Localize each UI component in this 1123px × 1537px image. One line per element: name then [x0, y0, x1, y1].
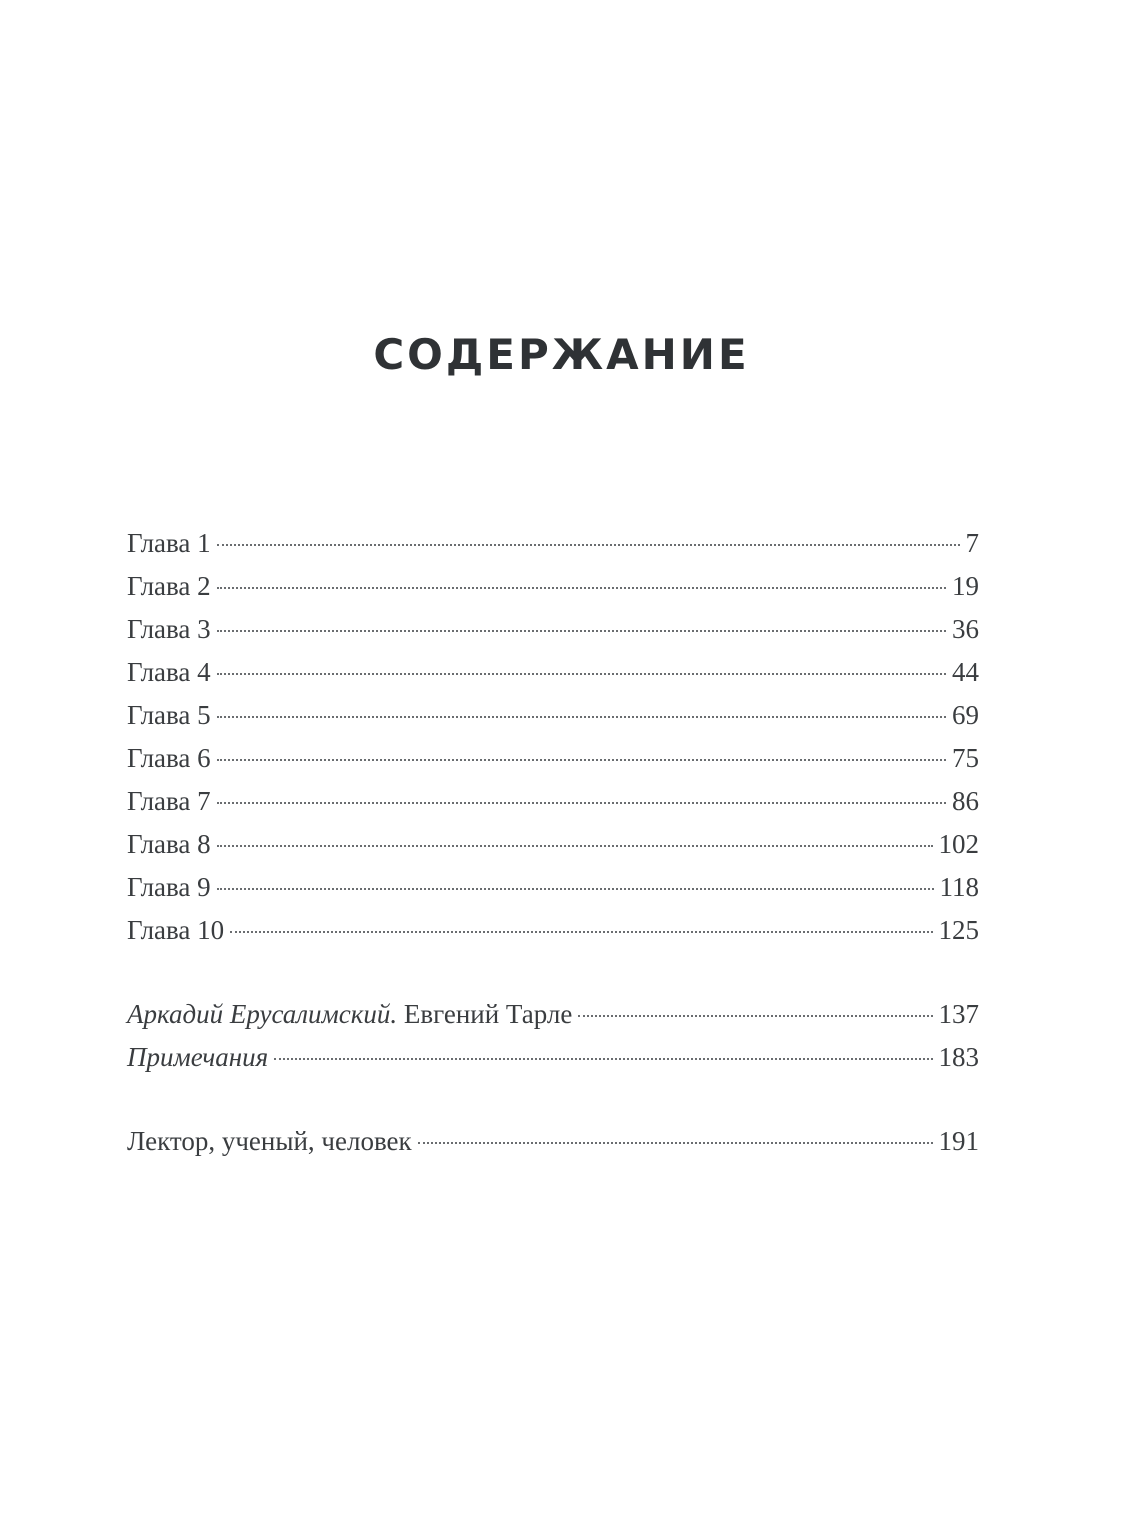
toc-entry-page: 19 [952, 571, 979, 601]
dot-leader [274, 1058, 932, 1060]
toc-entry[interactable] [127, 651, 979, 694]
toc-entry-page: 137 [938, 999, 979, 1029]
page-title: СОДЕРЖАНИЕ [373, 330, 750, 379]
dot-leader [578, 1015, 932, 1017]
toc-entry-label: Глава 9 [127, 872, 211, 902]
toc-entry-title: Евгений Тарле [403, 999, 573, 1029]
toc-entry-label [127, 993, 572, 1036]
toc-entry-page: 183 [938, 1042, 979, 1072]
toc-entry-page: 86 [952, 786, 979, 816]
toc-entry-label: Глава 6 [127, 743, 211, 773]
toc-entry[interactable] [127, 522, 979, 565]
toc-entry-label: Глава 8 [127, 829, 211, 859]
dot-leader [217, 544, 960, 546]
toc-appendix [127, 993, 979, 1079]
toc-entry[interactable] [127, 737, 979, 780]
toc-entry-afterword[interactable] [127, 1120, 979, 1163]
toc-entry-label: Глава 1 [127, 528, 211, 558]
toc-entry-label: Глава 4 [127, 657, 211, 687]
toc-entry[interactable] [127, 565, 979, 608]
dot-leader [217, 673, 946, 675]
toc-entry[interactable] [127, 866, 979, 909]
toc-entry-title: Примечания [127, 1042, 269, 1072]
toc-entry-page: 75 [952, 743, 979, 773]
toc-entry-label: Глава 2 [127, 571, 211, 601]
dot-leader [217, 759, 946, 761]
toc-entry-label: Глава 10 [127, 915, 225, 945]
toc-entry[interactable] [127, 909, 979, 952]
toc-entry-page: 191 [938, 1126, 979, 1156]
toc-entry-page: 36 [952, 614, 979, 644]
dot-leader [418, 1142, 933, 1144]
dot-leader [217, 845, 933, 847]
dot-leader [217, 587, 946, 589]
toc-entry-label: Лектор, ученый, человек [127, 1126, 412, 1156]
toc-entry-notes[interactable] [127, 1036, 979, 1079]
dot-leader [217, 716, 946, 718]
toc-entry-label [127, 1036, 268, 1079]
toc-entry-page: 69 [952, 700, 979, 730]
toc-entry-page: 102 [938, 829, 979, 859]
dot-leader [217, 802, 946, 804]
toc-entry-page: 118 [939, 872, 979, 902]
toc-entry[interactable] [127, 780, 979, 823]
dot-leader [230, 931, 932, 933]
toc-entry-label: Глава 7 [127, 786, 211, 816]
toc-entry-label: Глава 3 [127, 614, 211, 644]
toc-chapters [127, 522, 979, 952]
toc-entry-page: 125 [938, 915, 979, 945]
toc-entry-page: 7 [965, 528, 979, 558]
dot-leader [217, 888, 934, 890]
dot-leader [217, 630, 946, 632]
toc-entry-label: Глава 5 [127, 700, 211, 730]
toc-entry[interactable] [127, 823, 979, 866]
toc-entry-page: 44 [952, 657, 979, 687]
toc-entry-author: Аркадий Ерусалимский. [127, 999, 398, 1029]
toc-entry[interactable] [127, 608, 979, 651]
toc-afterword [127, 1120, 979, 1163]
toc-entry[interactable] [127, 694, 979, 737]
toc-entry-essay[interactable] [127, 993, 979, 1036]
